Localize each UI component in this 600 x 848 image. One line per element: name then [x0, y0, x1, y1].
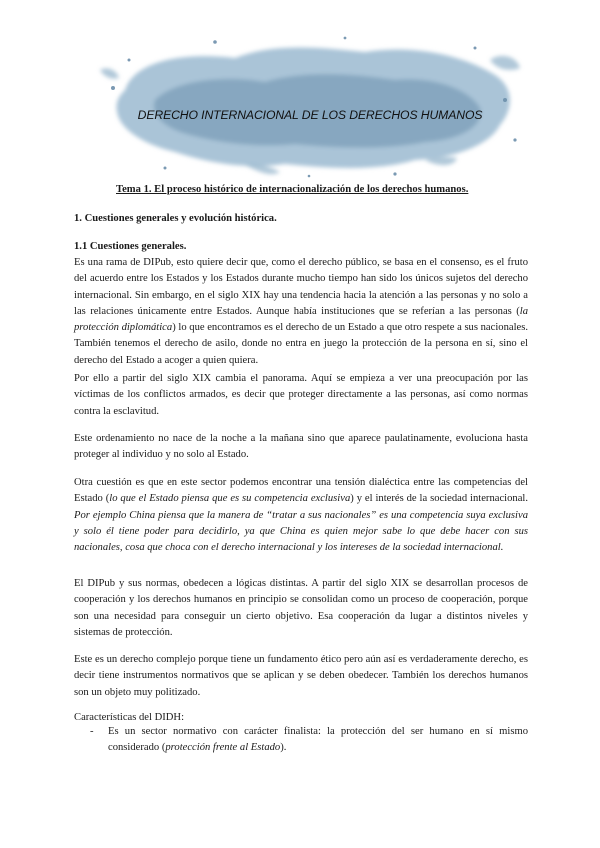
paragraph-3: Este ordenamiento no nace de la noche a la mañana sino que aparece paulatinamente, evoluciona hasta proteger al individuo y no solo al Estado.	[74, 433, 528, 461]
list-item-text: Es un sector normativo con carácter finalista: la protección del ser humano en sí mismo considerado (protección frente al Estado).	[108, 726, 528, 754]
section-heading: 1. Cuestiones generales y evolución histórica.	[74, 213, 277, 224]
topic-heading: Tema 1. El proceso histórico de internacionalización de los derechos humanos.	[116, 184, 469, 195]
paragraph-4: Otra cuestión es que en este sector podemos encontrar una tensión dialéctica entre las competencias del Estado (lo que el Estado piensa que es su competencia exclusiva) y el interés de la sociedad internacional. Por ejemplo China piensa que la manera de “tratar a sus nacionales” es una competencia suya exclusiva y solo él tiene poder para decidirlo, ya que China es quien mejor sabe lo que debe hacer con sus nacionales, cosa que choca con el derecho internacional y los intereses de la sociedad internacional.	[74, 477, 528, 554]
list-bullet: -	[90, 726, 94, 737]
subsection-heading: 1.1 Cuestiones generales.	[74, 241, 187, 252]
paragraph-5: El DIPub y sus normas, obedecen a lógicas distintas. A partir del siglo XIX se desarrollan procesos de cooperación y los derechos humanos en principio se consolidan como un proceso de cooperación, porque son una necesidad para conseguir un cierto objetivo. Esa cooperación da lugar a distintos niveles y sistemas de protección.	[74, 578, 528, 638]
characteristics-title: Características del DIDH:	[74, 712, 185, 723]
paragraph-6: Este es un derecho complejo porque tiene un fundamento ético pero aún así es verdaderamente derecho, es decir tiene instrumentos normativos que se aplican y se deben obedecer. También los derechos humanos son un objeto muy politizado.	[74, 654, 528, 698]
document-title: DERECHO INTERNACIONAL DE LOS DERECHOS HUMANOS	[137, 108, 483, 122]
paragraph-1: Es una rama de DIPub, esto quiere decir que, como el derecho público, se basa en el consenso, es el fruto del acuerdo entre los Estados y los Estados durante mucho tiempo han sido los únicos sujetos del derecho internacional. Sin embargo, en el siglo XIX hay una tendencia hacia la atención a las personas y no solo a las relaciones únicamente entre Estados. Aunque había instituciones que se referían a las personas (la protección diplomática) lo que encontramos es el derecho de un Estado a que otro respete a sus nacionales. También tenemos el derecho de asilo, donde no entra en juego la protección de la persona en sí, sino el derecho del Estado a acoger a quien quiera.	[74, 257, 528, 366]
paragraph-2: Por ello a partir del siglo XIX cambia el panorama. Aquí se empieza a ver una preocupación por las víctimas de los conflictos armados, es decir que proteger directamente a las personas, así como normas contra la esclavitud.	[74, 373, 528, 417]
header-banner	[95, 30, 525, 180]
watercolor-splash-image	[95, 30, 525, 180]
